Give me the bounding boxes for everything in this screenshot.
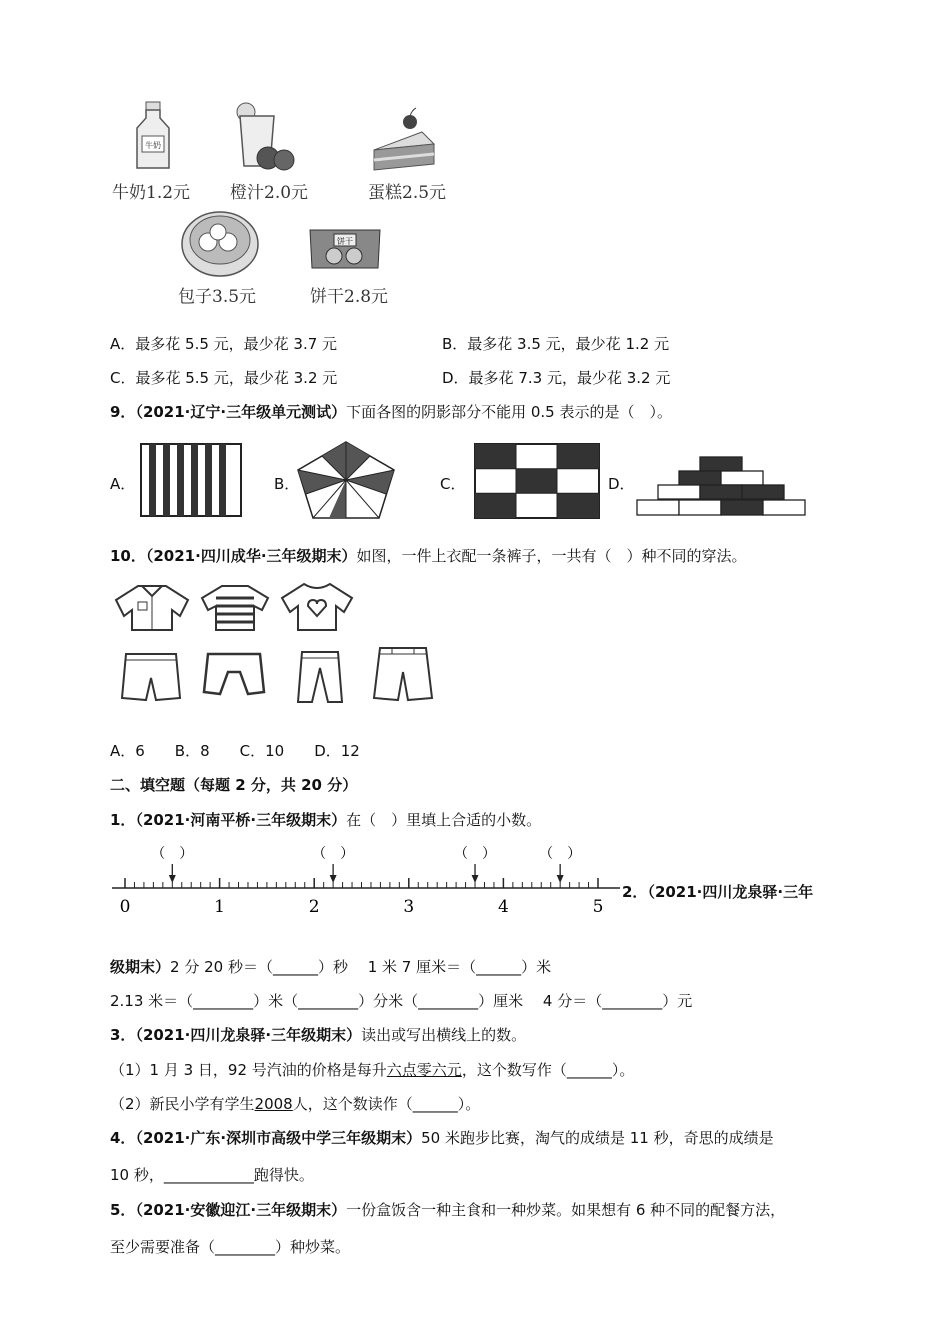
- f3-part1-text-a: （1）1 月 3 日，92 号汽油的价格是每升: [110, 1061, 387, 1079]
- q9-label-b[interactable]: B．: [274, 475, 300, 493]
- number-line-tick-label: 5: [592, 897, 604, 917]
- f2-number: 2．: [622, 883, 648, 901]
- f5-line2[interactable]: 至少需要准备（________）种炒菜。: [110, 1238, 351, 1256]
- number-line-answer-arrow[interactable]: [312, 846, 354, 883]
- q9-figure-b-pentagon: [295, 440, 397, 520]
- f5-text: 一份盒饭含一种主食和一种炒菜。如果想有 6 种不同的配餐方法，: [346, 1201, 786, 1219]
- pants-long-icon: [296, 650, 344, 704]
- f1-number: 1．: [110, 811, 136, 829]
- juice-caption: 橙汁2.0元: [230, 183, 309, 203]
- f1-question: [110, 809, 541, 830]
- q9-question: [110, 401, 672, 422]
- cake-caption: 蛋糕2.5元: [368, 183, 447, 203]
- f3-part2[interactable]: [110, 1093, 480, 1114]
- q9-figure-a-stripes: [140, 443, 242, 517]
- f3-source: （2021·四川龙泉驿·三年级期末）: [135, 1026, 362, 1044]
- f3-part2-text-b: 人，这个数读作（______）。: [292, 1095, 481, 1113]
- milk-caption: 牛奶1.2元: [112, 183, 191, 203]
- f1-text: 在（ ）里填上合适的小数。: [346, 811, 542, 829]
- f4-question: [110, 1127, 774, 1148]
- number-line-blank: （ ）: [151, 846, 194, 862]
- bun-caption: 包子3.5元: [178, 287, 257, 307]
- q8-option-c[interactable]: C．最多花 5.5 元，最少花 3.2 元: [110, 369, 338, 387]
- f3-part1-underlined: 六点零六元: [386, 1061, 462, 1079]
- q10-text: 如图，一件上衣配一条裤子，一共有（ ）种不同的穿法。: [356, 547, 747, 565]
- shirt-collar-icon: [114, 584, 190, 632]
- number-line-answer-arrow[interactable]: [151, 846, 193, 883]
- orange-juice-icon: [232, 100, 300, 174]
- q9-text: 下面各图的阴影部分不能用 0.5 表示的是（ ）。: [346, 403, 672, 421]
- f2-line1-text[interactable]: 2 分 20 秒＝（______）秒 1 米 7 厘米＝（______）米: [170, 958, 552, 976]
- shorts-c-icon: [372, 644, 434, 706]
- number-line-tick-label: 0: [119, 897, 131, 917]
- f2-line1: [110, 956, 551, 977]
- number-line-blank: （ ）: [539, 846, 582, 862]
- f5-question: [110, 1199, 785, 1220]
- f2-heading: [622, 881, 813, 902]
- number-line: [112, 842, 624, 922]
- number-line-answer-arrow[interactable]: [539, 846, 581, 883]
- number-line-tick-label: 1: [214, 897, 226, 917]
- section2-title: 二、填空题（每题 2 分，共 20 分）: [110, 776, 358, 794]
- shorts-a-icon: [120, 652, 182, 704]
- q10-question: [110, 545, 747, 566]
- f2-source-b: 级期末）: [110, 958, 171, 976]
- q9-figure-d-bricks: [636, 456, 806, 518]
- number-line-tick-label: 3: [403, 897, 415, 917]
- q8-option-a[interactable]: A．最多花 5.5 元，最少花 3.7 元: [110, 335, 338, 353]
- f3-part2-underlined: 2008: [254, 1095, 293, 1113]
- f3-question: [110, 1024, 526, 1045]
- f2-source-a: （2021·四川龙泉驿·三年: [647, 883, 814, 901]
- number-line-blank: （ ）: [312, 846, 355, 862]
- f4-number: 4．: [110, 1129, 136, 1147]
- f3-part1-text-b: ，这个数写作（______）。: [461, 1061, 635, 1079]
- q8-option-d[interactable]: D．最多花 7.3 元，最少花 3.2 元: [442, 369, 671, 387]
- f4-text: 50 米跑步比赛，淘气的成绩是 11 秒，奇思的成绩是: [421, 1129, 774, 1147]
- biscuit-icon: [308, 226, 382, 272]
- f3-number: 3．: [110, 1026, 136, 1044]
- f1-source: （2021·河南平桥·三年级期末）: [135, 811, 347, 829]
- q9-label-d[interactable]: D．: [608, 475, 635, 493]
- f3-part2-text-a: （2）新民小学有学生: [110, 1095, 255, 1113]
- f5-source: （2021·安徽迎江·三年级期末）: [135, 1201, 347, 1219]
- q10-number: 10．: [110, 547, 146, 565]
- number-line-tick-label: 2: [308, 897, 320, 917]
- shirt-heart-icon: [280, 582, 354, 632]
- q9-label-a[interactable]: A．: [110, 475, 136, 493]
- number-line-blank: （ ）: [454, 846, 497, 862]
- cake-icon: [368, 108, 440, 174]
- q9-number: 9．: [110, 403, 136, 421]
- milk-bottle-icon: [133, 100, 173, 172]
- shirt-striped-icon: [200, 584, 270, 632]
- q9-source: （2021·辽宁·三年级单元测试）: [135, 403, 347, 421]
- f3-text: 读出或写出横线上的数。: [361, 1026, 527, 1044]
- q9-figure-c-grid: [474, 443, 600, 519]
- milk-label: 牛奶: [145, 141, 161, 150]
- q10-options[interactable]: A．6 B．8 C．10 D．12: [110, 742, 360, 760]
- number-line-tick-label: 4: [497, 897, 509, 917]
- q9-label-c[interactable]: C．: [440, 475, 466, 493]
- biscuit-caption: 饼干2.8元: [310, 287, 389, 307]
- q8-option-b[interactable]: B．最多花 3.5 元，最少花 1.2 元: [442, 335, 670, 353]
- f2-line2[interactable]: 2.13 米＝（________）米（________）分米（________）厘米 4 分＝（________）元: [110, 992, 693, 1010]
- number-line-answer-arrow[interactable]: [454, 846, 496, 883]
- f4-source: （2021·广东·深圳市高级中学三年级期末）: [135, 1129, 422, 1147]
- shorts-b-icon: [202, 652, 266, 698]
- f3-part1[interactable]: [110, 1059, 634, 1080]
- f4-line2[interactable]: 10 秒，____________跑得快。: [110, 1166, 314, 1184]
- f5-number: 5．: [110, 1201, 136, 1219]
- steamed-bun-icon: [180, 208, 260, 280]
- biscuit-pack-label: 饼干: [337, 237, 353, 246]
- q10-source: （2021·四川成华·三年级期末）: [145, 547, 357, 565]
